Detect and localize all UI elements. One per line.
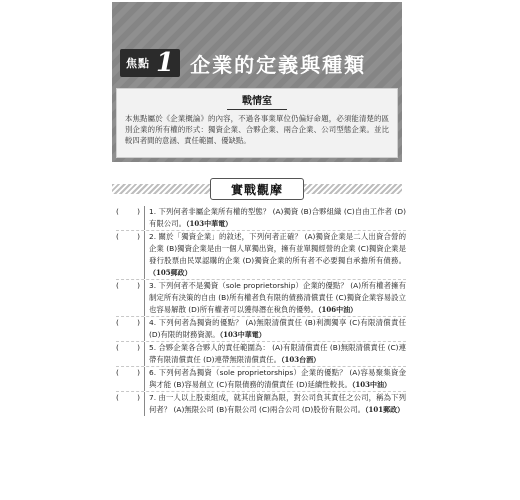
question-text: 7. 由一人以上股東組成，就其出資額為限，對公司負其責任之公司，稱為下列何者？ (A)無限公司 (B)有限公司 (C)兩合公司 (D)股份有限公司。（101郵政） [144,392,406,416]
war-room-title: 戰情室 [242,96,272,107]
answer-blank: ( ) [116,368,140,377]
focus-title-row [112,46,402,80]
chapter-header [112,2,402,162]
question-text: 4. 下列何者為獨資的優點？ (A)無限清償責任 (B)利潤獨享 (C)有限清償責任 (D)有限的財務資源。（103中華電） [144,317,406,341]
answer-blank: ( ) [116,207,140,216]
focus-label: 焦點 [126,57,150,70]
answer-blank: ( ) [116,232,140,241]
section-title: 實戰觀摩 [210,178,304,200]
question-text: 6. 下列何者為獨資（sole proprietorships）企業的優點？ (A)容易聚集資金與才能 (B)容易創立 (C)有限債務的清償責任 (D)延續性較長。（103中油） [144,367,406,391]
question-item [116,341,406,366]
question-item [116,279,406,316]
question-item [116,316,406,341]
question-text: 1. 下列何者非屬企業所有權的型態？ (A)獨資 (B)合夥組織 (C)自由工作者 (D)有限公司。（103中華電） [144,206,406,230]
question-source: （106中油） [318,305,358,314]
question-source: （101郵政） [365,405,405,414]
question-item [116,391,406,416]
question-text: 3. 下列何者不是獨資（sole proprietorship）企業的優點？ (A)所有權者擁有制定所有決策的自由 (B)所有權者負有限的債務清償責任 (C)獨資企業容易設立也容易解散 (D)所有權者可以獲得潛在稅負的優勢。（106中油） [144,280,406,316]
question-item [116,206,406,230]
answer-blank: ( ) [116,393,140,402]
answer-blank: ( ) [116,343,140,352]
war-room-underline [227,109,287,110]
question-source: （103中華電） [219,330,266,339]
answer-blank: ( ) [116,281,140,290]
focus-badge [120,49,180,77]
question-text: 5. 合夥企業各合夥人的責任範圍為： (A)有限清償責任 (B)無限清償責任 (C)連帶有限清償責任 (D)連帶無限清償責任。（103台酒） [144,342,406,366]
question-source: （103中油） [351,380,391,389]
question-text: 2. 關於「獨資企業」的敘述，下列何者正確？ (A)獨資企業是二人出資合營的企業 (B)獨資企業是由一個人單獨出資，擁有並單獨經營的企業 (C)獨資企業是發行股票由民眾認購的企業 (D)獨資企業的所有者不必要獨自承擔所有債務。（105郵政） [144,231,406,279]
answer-blank: ( ) [116,318,140,327]
question-item [116,366,406,391]
question-source: （105郵政） [149,268,192,277]
war-room-box [116,88,398,158]
question-item [116,230,406,279]
page-title: 企業的定義與種類 [190,52,367,77]
question-list [116,206,406,416]
war-room-text: 本焦點屬於《企業概論》的內容，不過各事業單位仍偏好命題，必須能清楚的區別企業的所有權的形式：獨資企業、合夥企業、兩合企業、公司型態企業。並比較四者間的意涵、責任範圍、優缺點。 [125,114,389,145]
section-heading [112,176,402,202]
focus-number: 1 [156,48,175,78]
question-source: （103台酒） [281,355,321,364]
question-source: （103中華電） [185,219,233,228]
